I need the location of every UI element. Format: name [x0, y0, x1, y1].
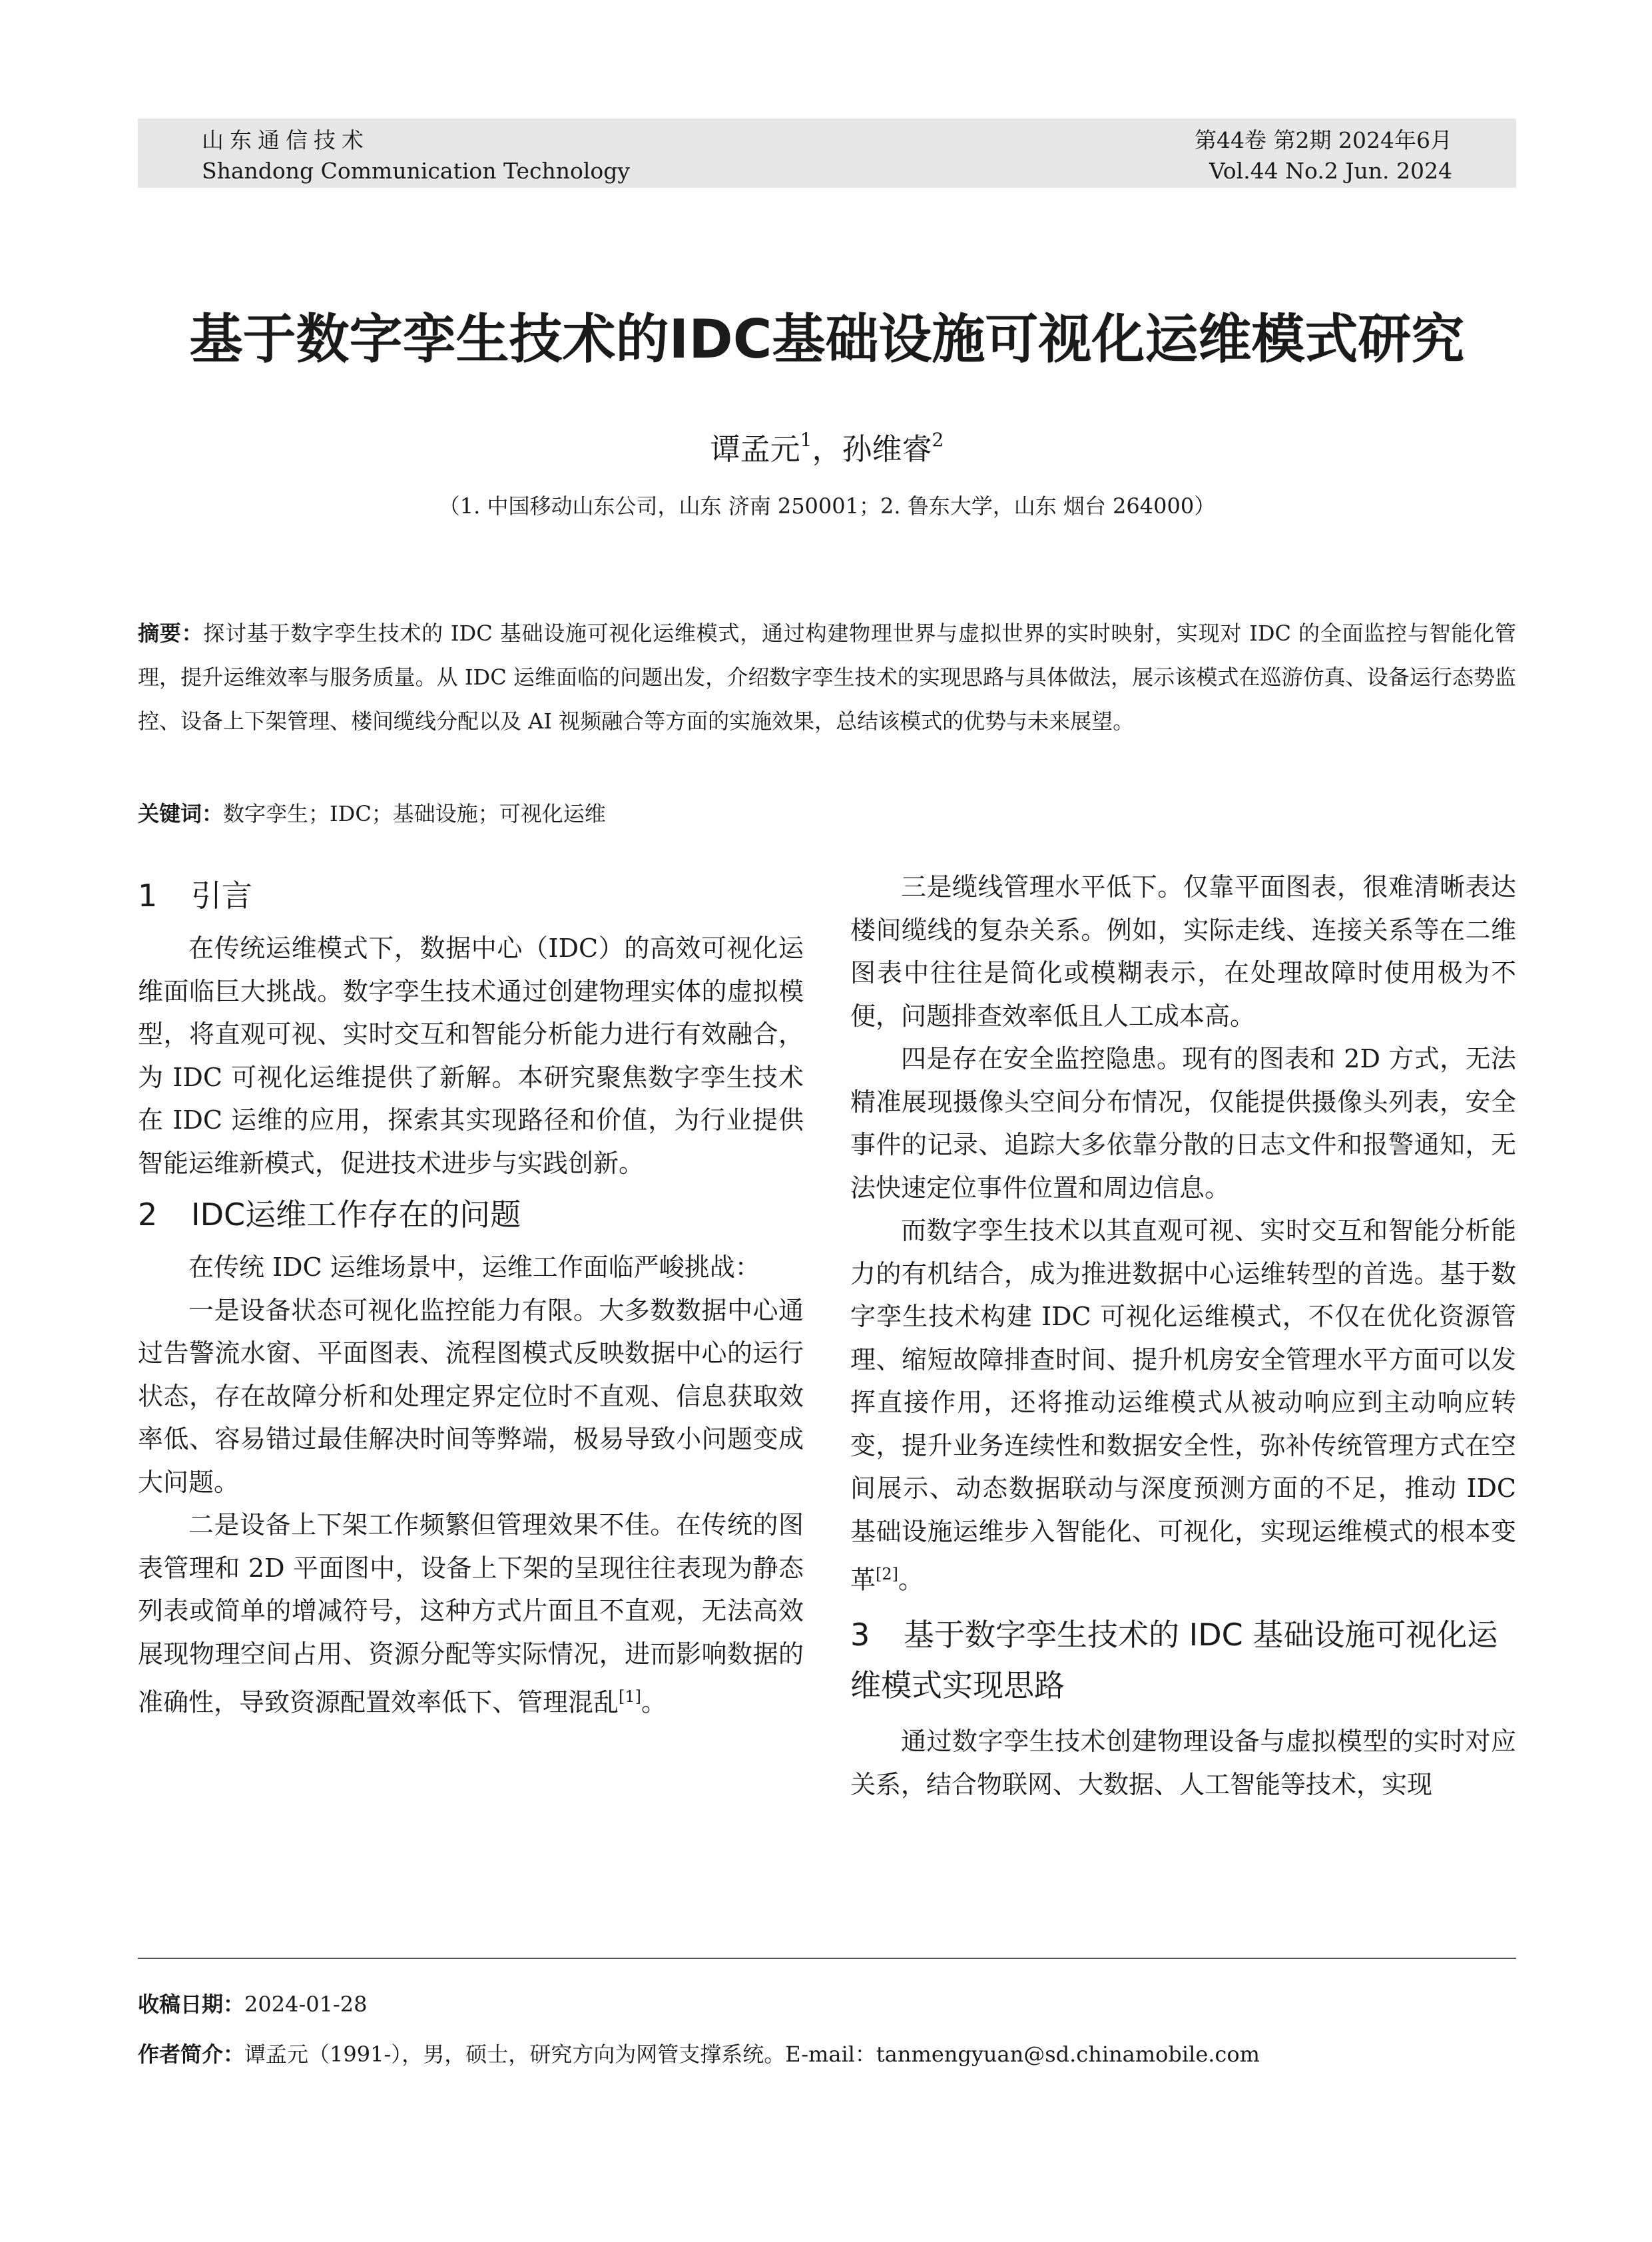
- section-2-paragraph-2: 一是设备状态可视化监控能力有限。大多数数据中心通过告警流水窗、平面图表、流程图模式反映数据中心的运行状态，存在故障分析和处理定界定位时不直观、信息获取效率低、容易错过最佳解决时间等弊端，极易导致小问题变成大问题。: [138, 1295, 804, 1497]
- section-3-heading: [850, 1609, 1516, 1711]
- citation-2: [2]: [876, 1565, 899, 1583]
- author-bio-text: 谭孟元（1991-），男，硕士，研究方向为网管支撑系统。E-mail：tanmengyuan@sd.chinamobile.com: [244, 2042, 1260, 2067]
- received-date-note: [138, 1988, 1516, 2021]
- author-bio-label: 作者简介：: [138, 2042, 245, 2067]
- section-2-paragraph-1: 在传统 IDC 运维场景中，运维工作面临严峻挑战：: [188, 1253, 760, 1282]
- keywords-text: 数字孪生；IDC；基础设施；可视化运维: [223, 801, 606, 826]
- section-1-heading: [138, 874, 804, 918]
- section-3-number: 3: [850, 1617, 870, 1653]
- section-3-title: 基于数字孪生技术的 IDC 基础设施可视化运维模式实现思路: [850, 1617, 1498, 1704]
- author-bio-note: [138, 2038, 1516, 2071]
- left-column: [138, 866, 804, 1724]
- received-label: 收稿日期：: [138, 1992, 245, 2017]
- issue-cn: 第44卷 第2期 2024年6月: [1195, 127, 1452, 153]
- section-1-paragraph-1: 在传统运维模式下，数据中心（IDC）的高效可视化运维面临巨大挑战。数字孪生技术通过创建物理实体的虚拟模型，将直观可视、实时交互和智能分析能力进行有效融合，为 IDC 可视化运维提供了新解。本研究聚焦数字孪生技术在 IDC 运维的应用，探索其实现路径和价值，为行业提供智能运维新模式，促进技术进步与实践创新。: [138, 934, 804, 1178]
- section-2-heading: [138, 1193, 804, 1237]
- paper-title: 基于数字孪生技术的IDC基础设施可视化运维模式研究: [189, 308, 1465, 370]
- section-2-paragraph-6-text: 而数字孪生技术以其直观可视、实时交互和智能分析能力的有机结合，成为推进数据中心运维转型的首选。基于数字孪生技术构建 IDC 可视化运维模式，不仅在优化资源管理、缩短故障排查时间、提升机房安全管理水平方面可以发挥直接作用，还将推动运维模式从被动响应到主动响应转变，提升业务连续性和数据安全性，弥补传统管理方式在空间展示、动态数据联动与深度预测方面的不足，推动 IDC 基础设施运维步入智能化、可视化，实现运维模式的根本变革: [850, 1216, 1516, 1595]
- keywords-label: 关键词：: [138, 801, 224, 826]
- section-2-paragraph-4: 三是缆线管理水平低下。仅靠平面图表，很难清晰表达楼间缆线的复杂关系。例如，实际走线、连接关系等在二维图表中往往是简化或模糊表示，在处理故障时使用极为不便，问题排查效率低且人工成本高。: [850, 872, 1516, 1031]
- journal-name: [202, 125, 630, 186]
- right-column: [850, 866, 1516, 1806]
- section-2-paragraph-6: [850, 1209, 1516, 1601]
- affiliations: （1. 中国移动山东公司，山东 济南 250001；2. 鲁东大学，山东 烟台 264000）: [438, 493, 1216, 519]
- section-1-title: 引言: [191, 878, 252, 914]
- keywords: [138, 794, 1516, 834]
- section-1-number: 1: [138, 878, 158, 914]
- author-2-affil: 2: [932, 429, 944, 451]
- citation-1: [1]: [619, 1687, 642, 1706]
- section-2-paragraph-3: [138, 1504, 804, 1724]
- issue-info: [1195, 125, 1452, 186]
- author-2: 孙维睿: [842, 431, 932, 467]
- author-separator: ，: [812, 431, 842, 467]
- section-2-paragraph-6-end: 。: [898, 1565, 924, 1595]
- author-line: [138, 420, 1516, 473]
- section-2-number: 2: [138, 1197, 158, 1233]
- abstract-label: 摘要：: [138, 621, 204, 646]
- journal-name-cn: 山东通信技术: [202, 127, 370, 153]
- journal-name-en: Shandong Communication Technology: [202, 158, 631, 184]
- author-1: 谭孟元: [710, 431, 800, 467]
- section-2-paragraph-3-end: 。: [641, 1687, 667, 1717]
- section-3-paragraph-1: 通过数字孪生技术创建物理设备与虚拟模型的实时对应关系，结合物联网、大数据、人工智能等技术，实现: [850, 1727, 1516, 1799]
- author-1-affil: 1: [800, 429, 812, 451]
- section-2-title: IDC运维工作存在的问题: [191, 1197, 521, 1233]
- section-2-paragraph-3-text: 二是设备上下架工作频繁但管理效果不佳。在传统的图表管理和 2D 平面图中，设备上下架的呈现往往表现为静态列表或简单的增减符号，这种方式片面且不直观，无法高效展现物理空间占用、资源分配等实际情况，进而影响数据的准确性，导致资源配置效率低下、管理混乱: [138, 1510, 804, 1717]
- section-2-paragraph-5: 四是存在安全监控隐患。现有的图表和 2D 方式，无法精准展现摄像头空间分布情况，仅能提供摄像头列表，安全事件的记录、追踪大多依靠分散的日志文件和报警通知，无法快速定位事件位置和周边信息。: [850, 1044, 1516, 1203]
- abstract: [138, 611, 1516, 743]
- footer-divider: [138, 1958, 1516, 1959]
- received-date: 2024-01-28: [244, 1992, 368, 2017]
- issue-en: Vol.44 No.2 Jun. 2024: [1209, 158, 1452, 184]
- journal-header-bar: [138, 119, 1516, 188]
- abstract-text: 探讨基于数字孪生技术的 IDC 基础设施可视化运维模式，通过构建物理世界与虚拟世界的实时映射，实现对 IDC 的全面监控与智能化管理，提升运维效率与服务质量。从 IDC 运维面临的问题出发，介绍数字孪生技术的实现思路与具体做法，展示该模式在巡游仿真、设备运行态势监控、设备上下架管理、楼间缆线分配以及 AI 视频融合等方面的实施效果，总结该模式的优势与未来展望。: [138, 621, 1516, 734]
